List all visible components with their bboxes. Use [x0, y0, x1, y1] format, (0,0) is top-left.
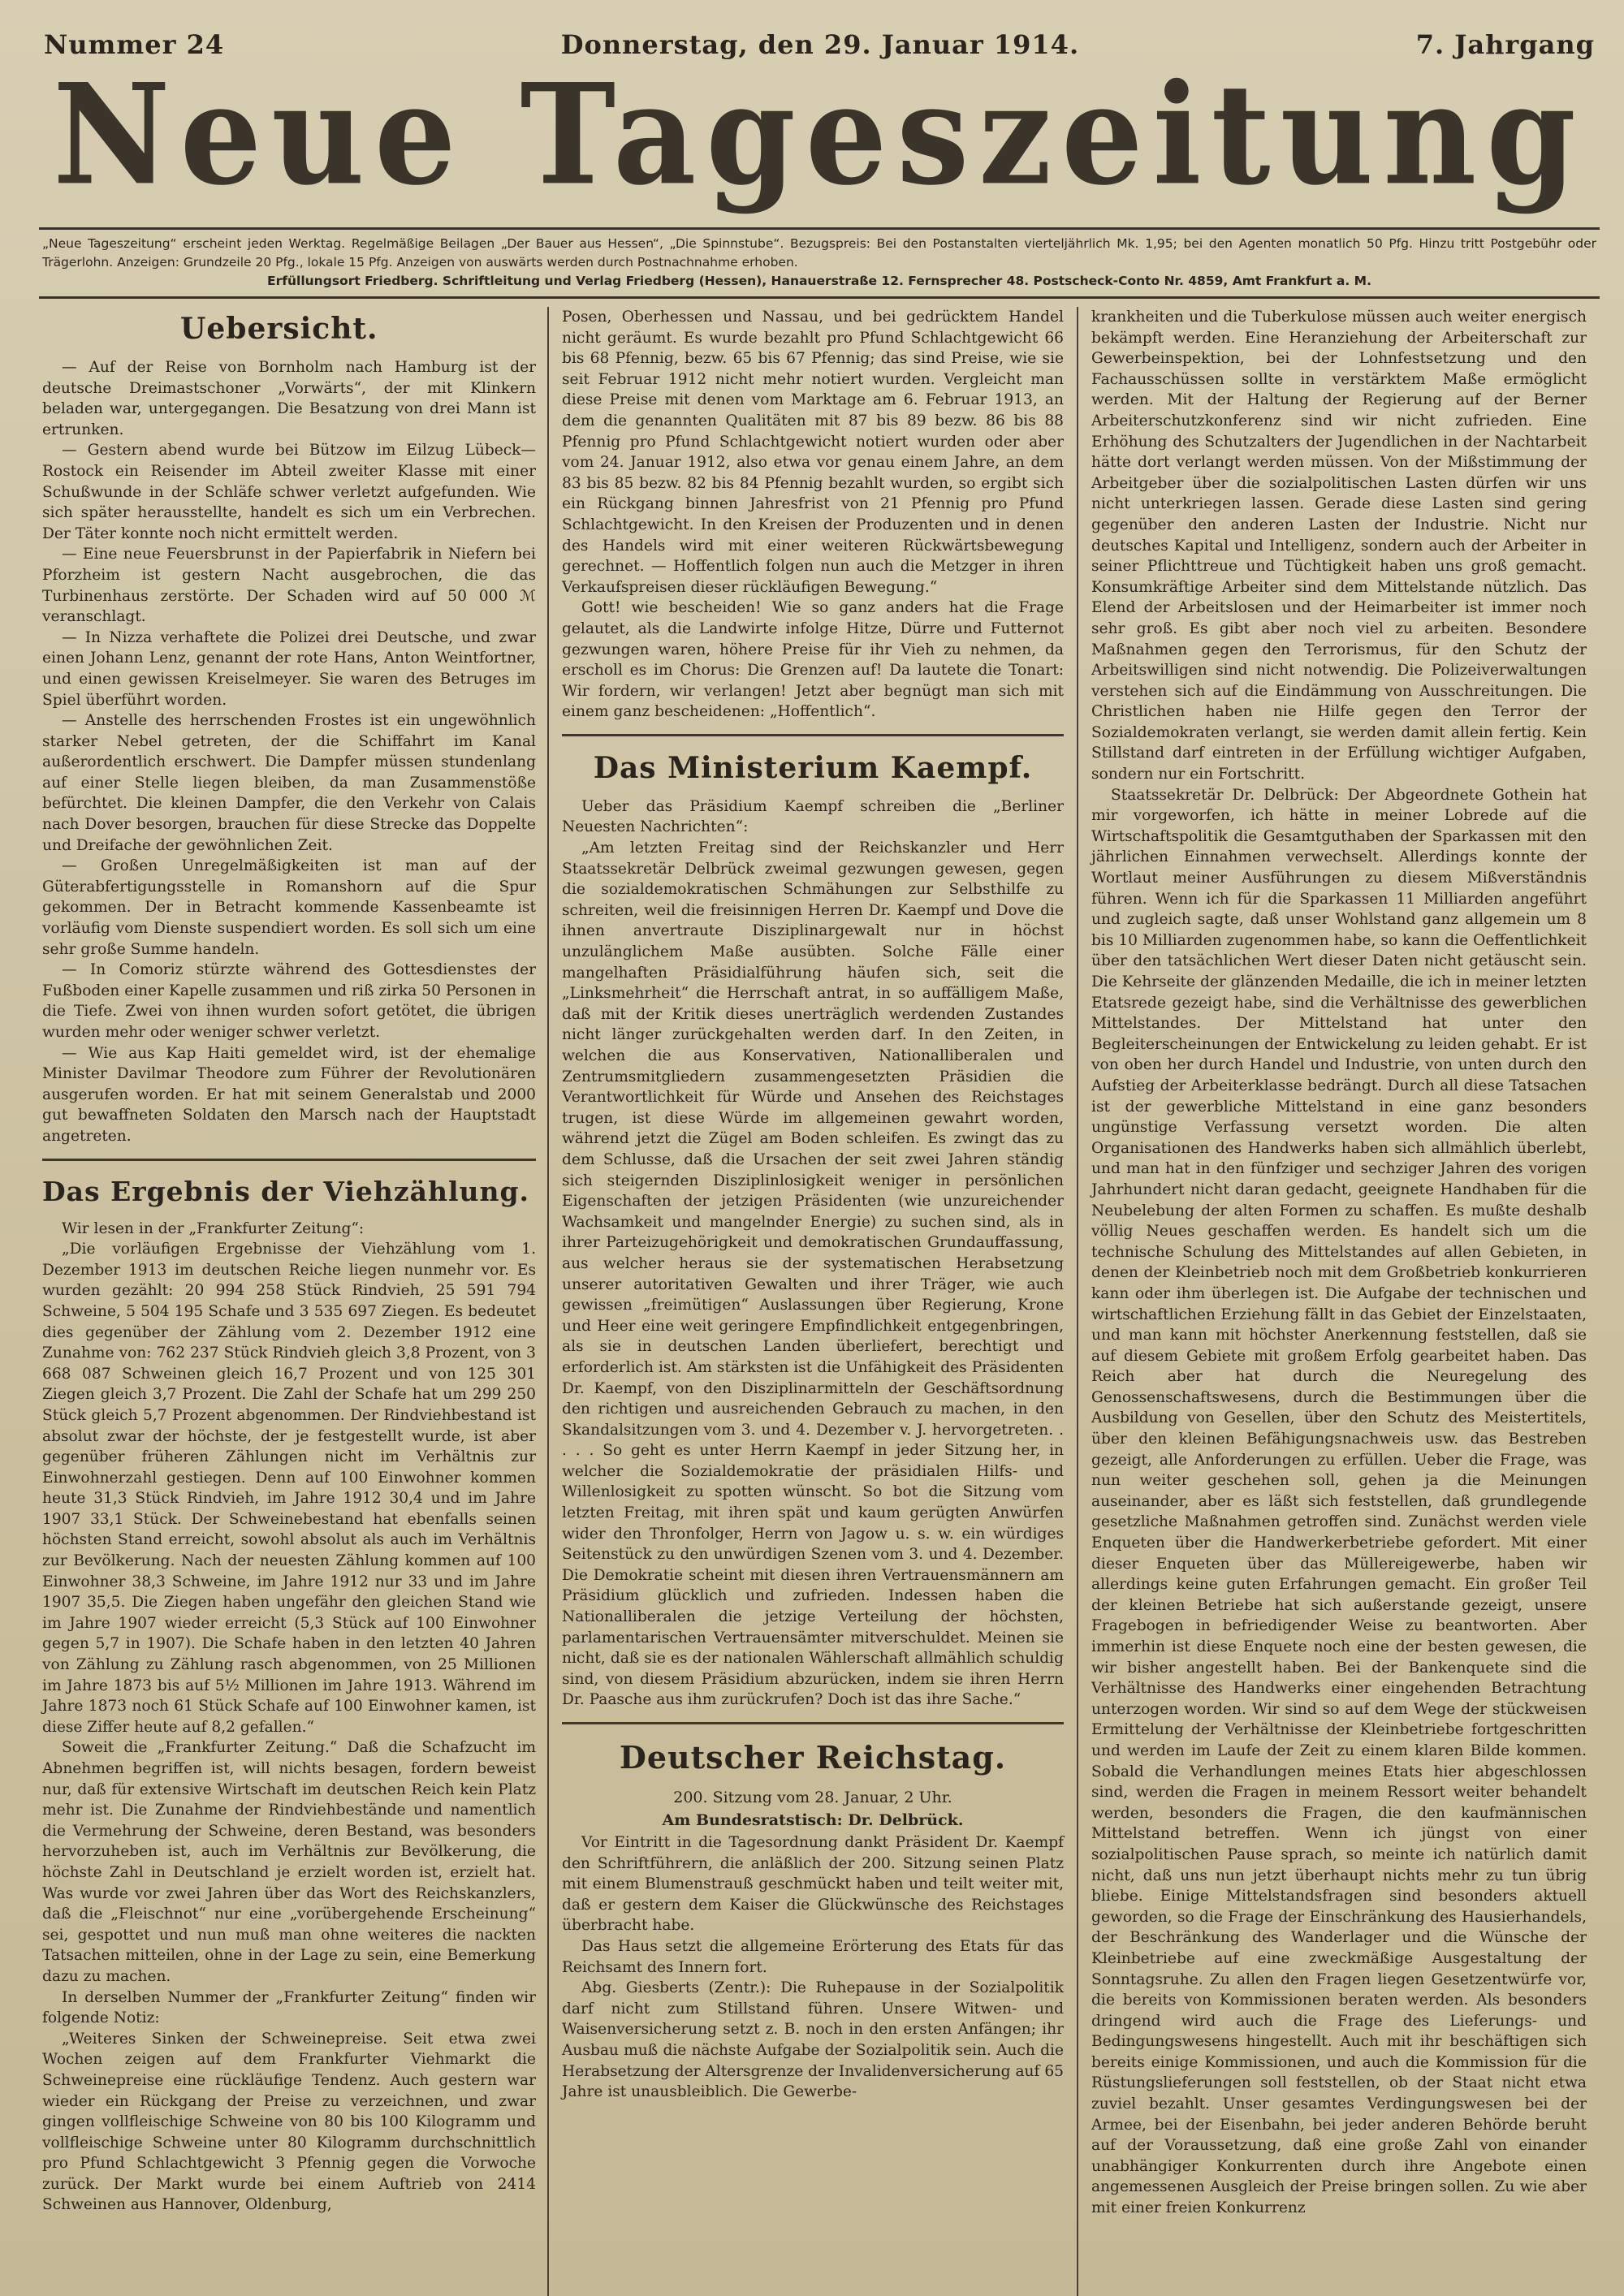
paragraph: „Am letzten Freitag sind der Reichskanzler und Herr Staatssekretär Delbrück zweimal gezwungen gewesen, gegen die sozialdemokratischen Schmähungen zur Selbsthilfe zu schreiten, weil die freisinnigen Herren Dr. Kaempf und Dove die ihnen anvertraute Disziplinargewalt nur in höchst unzulänglichem Maße ausübten. Solche Fälle einer mangelhaften Präsidialführung häufen sich, seit die „Linksmehrheit“ die Herrschaft antrat, in so auffälligem Maße, daß mit der Kritik dieses unerträglich werdenden Zustandes nicht länger zurückgehalten werden darf. In den Zeiten, in welchen die aus Konservativen, Nationalliberalen und Zentrumsmitgliedern zusammengesetzten Präsidien die Verantwortlichkeit für Würde und Ansehen des Reichstages trugen, ist diese Würde im allgemeinen gewahrt worden, während jetzt die Zügel am Boden schleifen. Es zwingt das zu dem Schlusse, daß die Ursachen der seit zwei Jahren ständig sich steigernden Disziplinlosigkeit weniger in persönlichen Eigenschaften der jetzigen Präsidenten (wie unzureichender Wachsamkeit und mangelnder Energie) zu suchen sind, als in ihrer Parteizugehörigkeit und demokratischen Grundauffassung, aus welcher heraus sie der systematischen Herabsetzung unserer autoritativen Gewalten und ihrer Träger, wie auch gewissen „freimütigen“ Auslassungen über Regierung, Krone und Heer eine weit geringere Empfindlichkeit entgegenbringen, als sie in deutschen Landen überliefert, berechtigt und erforderlich ist. Am stärksten ist die Unfähigkeit des Präsidenten Dr. Kaempf, von den Disziplinarmitteln der Geschäftsordnung den richtigen und ausreichenden Gebrauch zu machen, in den Skandalsitzungen vom 3. und 4. Dezember v. J. hervorgetreten. . . . . So geht es unter Herrn Kaempf in jeder Sitzung her, in welcher die Sozialdemokratie der präsidialen Hilfs- und Willenlosigkeit zu spotten wünscht. So bot die Sitzung vom letzten Freitag, mit ihren spät und kaum gerügten Anwürfen wider den Thronfolger, Herrn von Jagow u. s. w. ein würdiges Seitenstück zu den unwürdigen Szenen vom 3. und 4. Dezember. Die Demokratie scheint mit diesen ihren Vertrauensmännern am Präsidium glücklich und zufrieden. Indessen haben die Nationalliberalen die jetzige Verteilung der höchsten, parlamentarischen Vertrauensämter mitverschuldet. Meinen sie nicht, daß sie es der nationalen Wählerschaft allmählich schuldig sind, von diesem Präsidium abzurücken, indem sie ihren Herrn Dr. Paasche aus ihm zurückrufen? Doch ist das ihre Sache.“: [562, 839, 1064, 1709]
column-1: [39, 307, 549, 2296]
bundesrat-line: Am Bundesratstisch: Dr. Delbrück.: [662, 1811, 964, 1829]
article-columns: [39, 307, 1600, 2296]
uebersicht-article: [42, 357, 536, 1147]
reichstag-section: [562, 1722, 1064, 2103]
column-2: [549, 307, 1078, 2296]
headline-ministerium-kaempf: Das Ministerium Kaempf.: [593, 750, 1033, 785]
session-line: 200. Sitzung vom 28. Januar, 2 Uhr.: [673, 1789, 952, 1806]
news-item: — Anstelle des herrschenden Frostes ist ein ungewöhnlich starker Nebel getreten, der die Schiffahrt im Kanal außerordentlich erschwert. Die Dampfer müssen stundenlang auf einer Stelle liegen bleiben, da man Zusammenstöße befürchtet. Die kleinen Dampfer, die den Verkehr von Calais nach Dover besorgen, brauchen für diese Strecke das Doppelte und Dreifache der gewöhnlichen Zeit.: [42, 712, 536, 854]
column-3: [1078, 307, 1592, 2296]
headline-reichstag: Deutscher Reichstag.: [619, 1739, 1007, 1776]
masthead-title: Neue Tageszeitung: [53, 54, 1586, 217]
paragraph: Posen, Oberhessen und Nassau, und bei gedrücktem Handel nicht geräumt. Es wurde bezahlt pro Pfund Schlachtgewicht 66 bis 68 Pfennig, bezw. 65 bis 67 Pfennig; das sind Preise, wie sie seit Februar 1912 nicht mehr notiert wurden. Vergleicht man diese Preise mit denen vom Marktage am 6. Februar 1913, an dem die genannten Qualitäten mit 87 bis 89 bezw. 86 bis 88 Pfennig pro Pfund Schlachtgewicht notiert wurden oder aber vom 24. Januar 1912, also etwa vor genau einem Jahre, an dem 83 bis 85 bezw. 82 bis 84 Pfennig bezahlt wurden, so ergibt sich ein Rückgang binnen Jahresfrist von 21 Pfennig pro Pfund Schlachtgewicht. In den Kreisen der Produzenten und in denen des Handels wird mit einer weiteren Rückwärtsbewegung gerechnet. — Hoffentlich folgen nun auch die Metzger in ihren Verkaufspreisen dieser rückläufigen Bewegung.“: [562, 309, 1064, 596]
news-item: — Großen Unregelmäßigkeiten ist man auf der Güterabfertigungsstelle in Romanshorn auf die Spur gekommen. Der in Betracht kommende Kassenbeamte ist vorläufig vom Dienste suspendiert worden. Es soll sich um eine sehr große Summe handeln.: [42, 857, 536, 958]
paragraph: Wir lesen in der „Frankfurter Zeitung“:: [62, 1219, 365, 1237]
imprint: [39, 227, 1600, 299]
issue-number: Nummer 24: [44, 29, 225, 60]
news-item: — Auf der Reise von Bornholm nach Hamburg ist der deutsche Dreimastschoner „Vorwärts“, der mit Klinkern beladen war, untergegangen. Die Besatzung von drei Mann ist ertrunken.: [42, 359, 536, 438]
imprint-line-1: „Neue Tageszeitung“ erscheint jeden Werktag. Regelmäßige Beilagen „Der Bauer aus Hessen“, „Die Spinnstube“. Bezugspreis: Bei den Postanstalten vierteljährlich Mk. 1,95; bei den Agenten monatlich 50 Pfg. Hinzu tritt Postgebühr oder Trägerlohn. Anzeigen: Grundzeile 20 Pfg., lokale 15 Pfg. Anzeigen von auswärts werden durch Postnachnahme erhoben.: [42, 236, 1596, 270]
issue-date: Donnerstag, den 29. Januar 1914.: [560, 29, 1080, 60]
viehzaehlung-section: [42, 1159, 536, 2216]
paragraph: Soweit die „Frankfurter Zeitung.“ Daß die Schafzucht im Abnehmen begriffen ist, will nichts besagen, fordern beweist nur, daß für extensive Wirtschaft im deutschen Reich kein Platz mehr ist. Die Zunahme der Rindviehbestände und namentlich die Vermehrung der Schweine, deren Bestand, was besonders hervorzuheben ist, auch im Verhältnis zur Bevölkerung, die höchste Zahl in Deutschland je erzielt worden ist, erzielt hat. Was wurde vor zwei Jahren über das Wort des Reichskanzlers, daß die „Fleischnot“ nur eine „vorübergehende Erscheinung“ sei, gespottet und nun muß man ohne weiteres die nackten Tatsachen mitteilen, ohne in der Lage zu sein, eine Bemerkung dazu zu machen.: [42, 1739, 536, 1985]
headline-viehzaehlung: Das Ergebnis der Viehzählung.: [42, 1175, 530, 1207]
news-item: — Wie aus Kap Haiti gemeldet wird, ist der ehemalige Minister Davilmar Theodore zum Führer der Revolutionären ausgerufen worden. Er hat mit seinem Generalstab und 2000 gut bewaffneten Soldaten den Marsch nach der Hauptstadt angetreten.: [42, 1044, 536, 1145]
headline-uebersicht: Uebersicht.: [180, 312, 378, 346]
paragraph: krankheiten und die Tuberkulose müssen auch weiter energisch bekämpft werden. Eine Heranziehung der Arbeiterschaft zur Gewerbeinspektion, bei der Lohnfestsetzung und den Fachausschüssen sollte in verstärktem Maße ermöglicht werden. Mit der Haltung der Regierung auf der Berner Arbeiterschutzkonferenz sind wir nicht zufrieden. Eine Erhöhung des Schutzalters der Jugendlichen in der Nachtarbeit hätte dort verlangt werden müssen. Von der Mißstimmung der Arbeitgeber über die sozialpolitischen Lasten dürfen wir uns nicht unterkriegen lassen. Gerade diese Lasten sind gering gegenüber den anderen Lasten der Industrie. Nicht nur deutsches Kapital und Intelligenz, sondern auch der Arbeiter in seiner Pflichttreue und Tüchtigkeit haben uns groß gemacht. Konsumkräftige Arbeiter sind dem Mittelstande nützlich. Das Elend der Arbeitslosen und der Heimarbeiter ist immer noch sehr groß. Es gibt aber noch viel zu arbeiten. Besondere Maßnahmen gegen den Terrorismus, für den Schutz der Arbeitswilligen sind nicht notwendig. Die Polizeiverwaltungen verstehen sich auf die Eindämmung von Ausschreitungen. Die Christlichen haben nie Hilfe gegen den Terror der Sozialdemokraten verlangt, sie werden damit allein fertig. Kein Stillstand darf eintreten in der Erfüllung wichtiger Aufgaben, sondern nur ein Fortschritt.: [1091, 309, 1587, 783]
news-item: — Eine neue Feuersbrunst in der Papierfabrik in Niefern bei Pforzheim ist gestern Nacht ausgebrochen, die das Turbinenhaus zerstörte. Der Schaden wird auf 50 000 ℳ veranschlagt.: [42, 546, 536, 626]
paragraph: „Weiteres Sinken der Schweinepreise. Seit etwa zwei Wochen zeigen auf dem Frankfurter Viehmarkt die Schweinepreise eine rückläufige Tendenz. Auch gestern war wieder ein Rückgang der Preise zu verzeichnen, und zwar gingen vollfleischige Schweine von 80 bis 100 Kilogramm und vollfleischige Schweine unter 80 Kilogramm durchschnittlich pro Pfund Schlachtgewicht 3 Pfennig gegen die Vorwoche zurück. Der Markt wurde bei einem Auftrieb von 2414 Schweinen aus Hannover, Oldenburg,: [42, 2030, 536, 2214]
paragraph: Gott! wie bescheiden! Wie so ganz anders hat die Frage gelautet, als die Landwirte infolge Hitze, Dürre und Futternot gezwungen waren, höhere Preise für ihr Vieh zu nehmen, da erscholl es im Chorus: Die Grenzen auf! Da lautete die Tonart: Wir fordern, wir verlangen! Jetzt aber begnügt man sich mit einem ganz bescheidenen: „Hoffentlich“.: [562, 599, 1064, 721]
news-item: — Gestern abend wurde bei Bützow im Eilzug Lübeck—Rostock ein Reisender im Abteil zweiter Klasse mit einer Schußwunde in der Schläfe schwer verletzt aufgefunden. Wie sich später herausstellte, handelt es sich um ein Verbrechen. Der Täter konnte noch nicht ermittelt werden.: [42, 442, 536, 542]
paragraph: Staatssekretär Dr. Delbrück: Der Abgeordnete Gothein hat mir vorgeworfen, ich hätte in meiner Lobrede auf die Wirtschaftspolitik die Gesamtguthaben der Sparkassen mit den jährlichen Einnahmen verwechselt. Allerdings konnte der Wortlaut meiner Ausführungen zu diesem Mißverständnis führen. Wenn ich für die Sparkassen 11 Milliarden angeführt und zugleich sagte, daß unser Wohlstand ganz allgemein um 8 bis 10 Milliarden zugenommen habe, so kann die Oeffentlichkeit über den tatsächlichen Wert dieser Daten nicht getäuscht sein. Die Kehrseite der glänzenden Medaille, die ich in meiner letzten Etatsrede gezeigt habe, sind die Verhältnisse des gewerblichen Mittelstandes. Der Mittelstand hat unter den Begleiterscheinungen der Entwickelung zu leiden gehabt. Er ist von oben her durch Handel und Industrie, von unten durch den Aufstieg der Arbeiterklasse bedrängt. Durch all diese Tatsachen ist der gewerbliche Mittelstand in eine ganz besonders ungünstige Verfassung versetzt worden. Die alten Organisationen des Handwerks haben sich allmählich überlebt, und man hat in den fünfziger und sechziger Jahren des vorigen Jahrhundert nicht daran gedacht, geeignete Handhaben für die Neubelebung der alten Formen zu schaffen. Es mußte deshalb völlig Neues geschaffen werden. Es handelt sich um die technische Schulung des Mittelstandes auf allen Gebieten, in denen der Kleinbetrieb noch mit dem Großbetrieb konkurrieren kann oder ihm überlegen ist. Die Aufgabe der technischen und wirtschaftlichen Erziehung fällt in das Gebiet der Einzelstaaten, und man kann mit höchster Anerkennung feststellen, daß sie auf diesem Gebiete mit großem Erfolg gearbeitet haben. Das Reich aber hat durch die Neuregelung des Genossenschaftswesens, durch die Bestimmungen über die Ausbildung von Gesellen, über den Schutz des Meistertitels, über den kleinen Befähigungsnachweis usw. das Bestreben gezeigt, alle Anforderungen zu erfüllen. Ueber die Frage, was nun weiter geschehen soll, gehen ja die Meinungen auseinander, aber es läßt sich feststellen, daß grundlegende gesetzliche Maßnahmen getroffen sind. Zunächst werden viele Enqueten über die Handwerkerbetriebe gefordert. Mit einer dieser Enqueten über das Müllereigewerbe, haben wir allerdings keine guten Erfahrungen gemacht. Ein großer Teil der kleinen Betriebe hat sich außerstande gezeigt, unsere Fragebogen in befriedigender Weise zu beantworten. Aber immerhin ist diese Enquete noch eine der besten gewesen, die wir bisher angestellt haben. Bei der Bankenquete sind die Verhältnisse des Handwerks einer eingehenden Betrachtung unterzogen worden. Wir sind so auf dem Wege der stückweisen Ermittelung der Verhältnisse der Kleinbetriebe fortgeschritten und werden im Laufe der Zeit zu einem klaren Bilde kommen. Sobald die Verhandlungen meines Etats hier abgeschlossen sind, werden die Fragen in meinem Ressort weiter behandelt werden, besonders die Fragen, die den kaufmännischen Mittelstand betreffen. Wenn ich jüngst von einer sozialpolitischen Pause sprach, so meinte ich natürlich damit nicht, daß uns nun jetzt überhaupt nichts mehr zu tun übrig bliebe. Einige Mittelstandsfragen sind besonders aktuell geworden, so die Frage der Einschränkung des Hausierhandels, der Beschränkung des Wanderlager und die Wünsche der Kleinbetriebe auf eine zweckmäßige Ausgestaltung der Sonntagsruhe. Zu allen den Fragen liegen Gesetzentwürfe vor, die bereits von Kommissionen beraten werden. Als besonders dringend wird auch die Frage des Lieferungs- und Bedingungswesens hingestellt. Auch mit ihr beschäftigen sich bereits einige Kommissionen, und auch die Kommission für die Rüstungslieferungen soll feststellen, ob der Staat nicht etwa zuviel bezahlt. Unser gesamtes Verdingungswesen bei der Armee, bei der Eisenbahn, bei jeder anderen Behörde beruht auf der Voraussetzung, daß eine große Zahl von einander unabhängiger Konkurrenten durch ihre Angebote einen angemessenen Ausgleich der Preise bringen sollen. Zu wie aber mit einer freien Konkurrenz: [1091, 786, 1587, 2217]
paragraph: Das Haus setzt die allgemeine Erörterung des Etats für das Reichsamt des Innern fort.: [562, 1937, 1064, 1976]
volume-year: 7. Jahrgang: [1415, 29, 1595, 60]
news-item: — In Comoriz stürzte während des Gottesdienstes der Fußboden einer Kapelle zusammen und riß zirka 50 Personen in die Tiefe. Zwei von ihnen wurden sofort getötet, die übrigen wurden mehr oder weniger schwer verletzt.: [42, 961, 536, 1041]
paragraph: Abg. Giesberts (Zentr.): Die Ruhepause in der Sozialpolitik darf nicht zum Stillstand führen. Unsere Witwen- und Waisenversicherung setzt z. B. noch in den ersten Anfängen; ihr Ausbau muß die nächste Aufgabe der Sozialpolitik sein. Auch die Herabsetzung der Altersgrenze der Invalidenversicherung auf 65 Jahre ist unausbleiblich. Die Gewerbe-: [562, 1979, 1064, 2101]
viehzaehlung-continued: [562, 307, 1064, 723]
paragraph: „Die vorläufigen Ergebnisse der Viehzählung vom 1. Dezember 1913 im deutschen Reiche liegen nunmehr vor. Es wurden gezählt: 20 994 258 Stück Rindvieh, 25 591 794 Schweine, 5 504 195 Schafe und 3 535 697 Ziegen. Es bedeutet dies gegenüber der Zählung vom 2. Dezember 1912 eine Zunahme von: 762 237 Stück Rindvieh gleich 3,8 Prozent, von 3 668 087 Schweinen gleich 16,7 Prozent und von 125 301 Ziegen gleich 3,7 Prozent. Die Zahl der Schafe hat um 299 250 Stück gleich 5,7 Prozent abgenommen. Der Rindviehbestand ist absolut zwar der höchste, der je festgestellt wurde, ist aber gegenüber früheren Zählungen nicht im Verhältnis zur Einwohnerzahl gestiegen. Denn auf 100 Einwohner kommen heute 31,3 Stück Rindvieh, im Jahre 1912 30,4 und im Jahre 1907 33,1 Stück. Der Schweinebestand hat ebenfalls seinen höchsten Stand erreicht, sowohl absolut als auch im Verhältnis zur Bevölkerung. Nach der neuesten Zählung kommen auf 100 Einwohner 38,3 Schweine, im Jahre 1912 nur 33 und im Jahre 1907 35,5. Die Ziegen haben ungefähr den gleichen Stand wie im Jahre 1907 wieder erreicht (5,3 Stück auf 100 Einwohner gegen 5,7 in 1907). Die Schafe haben in den letzten 40 Jahren von Zählung zu Zählung rasch abgenommen, von 25 Millionen im Jahre 1873 bis auf 5½ Millionen im Jahre 1913. Während im Jahre 1873 noch 61 Stück Schafe auf 100 Einwohner kamen, ist diese Ziffer heute auf 8,2 gefallen.“: [42, 1241, 536, 1736]
news-item: — In Nizza verhaftete die Polizei drei Deutsche, und zwar einen Johann Lenz, genannt der rote Hans, Anton Weintfortner, und einen gewissen Kreiselmeyer. Sie waren des Betruges im Spiel überführt worden.: [42, 628, 536, 709]
ministerium-kaempf-section: [562, 734, 1064, 1711]
paragraph: Ueber das Präsidium Kaempf schreiben die „Berliner Neuesten Nachrichten“:: [562, 797, 1064, 836]
paragraph: Vor Eintritt in die Tagesordnung dankt Präsident Dr. Kaempf den Schriftführern, die anläßlich der 200. Sitzung seinen Platz mit einem Blumenstrauß geschmückt haben und teilt weiter mit, daß er gestern dem Kaiser die Glückwünsche des Reichstages überbracht habe.: [562, 1834, 1064, 1935]
imprint-line-2: Erfüllungsort Friedberg. Schriftleitung und Verlag Friedberg (Hessen), Hanauerstraße 12. Fernsprecher 48. Postscheck-Conto Nr. 4859, Amt Frankfurt a. M.: [267, 274, 1371, 288]
paragraph: In derselben Nummer der „Frankfurter Zeitung“ finden wir folgende Notiz:: [42, 1988, 536, 2027]
